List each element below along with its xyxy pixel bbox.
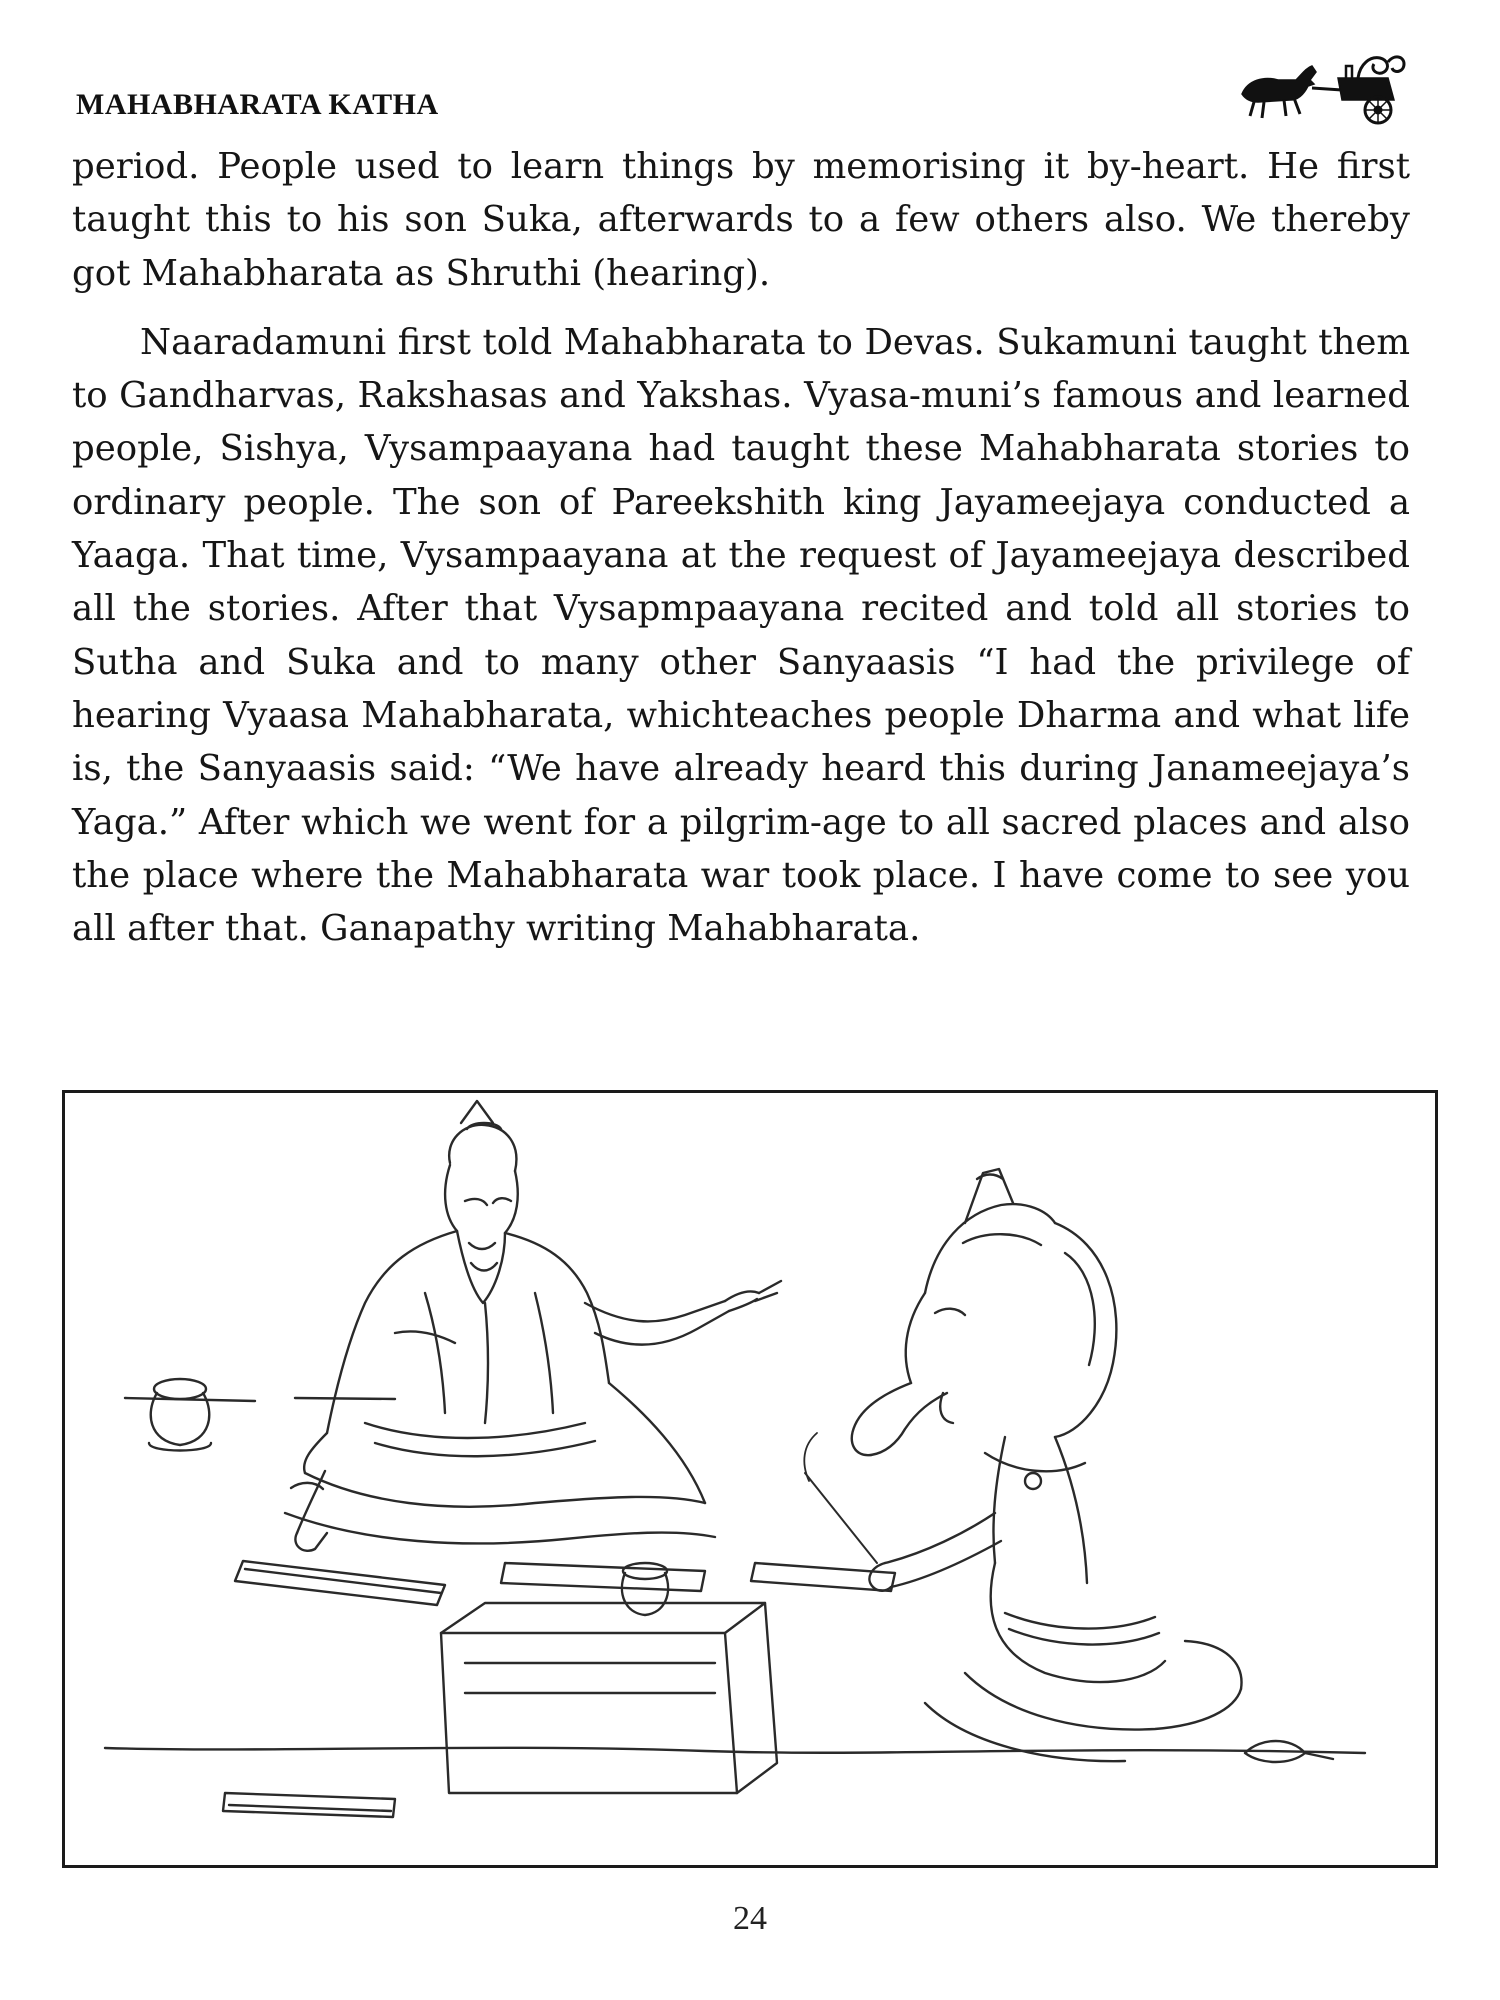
paragraph-1: period. People used to learn things by memorising it by-heart. He first taught this to his son Suka, afterwards to a few others also. We thereby got Mahabharata as Shruthi (hearing).: [72, 146, 1410, 294]
chariot-ornament-icon: [1238, 50, 1413, 130]
running-head-title: MAHABHARATA KATHA: [76, 88, 439, 121]
paragraph-2: Naaradamuni first told Mahabharata to Devas. Sukamuni taught them to Gandharvas, Rakshasas and Yakshas. Vyasa-muni’s famous and learned people, Sishya, Vysampaayana had taught these Mahabharata stories to ordinary people. The son of Pareekshith king Jayameejaya conducted a Yaaga. That time, Vysampaayana at the request of Jayameejaya described all the stories. After that Vysapmpaayana recited and told all stories to Sutha and Suka and to many other Sanyaasis “I had the privilege of hearing Vyaasa Mahabharata, whichteaches people Dharma and what life is, the Sanyaasis said: “We have already heard this during Janameejaya’s Yaga.” After which we went for a pilgrim-age to all sacred places and also the place where the Mahabharata war took place. I have come to see you all after that. Ganapathy writing Mahabharata.: [72, 321, 1410, 950]
page-number: 24: [733, 1900, 767, 1937]
vyasa-dictating-ganapathy-illustration: [65, 1093, 1435, 1865]
body-text: [72, 140, 1410, 955]
illustration-frame: [62, 1090, 1438, 1868]
